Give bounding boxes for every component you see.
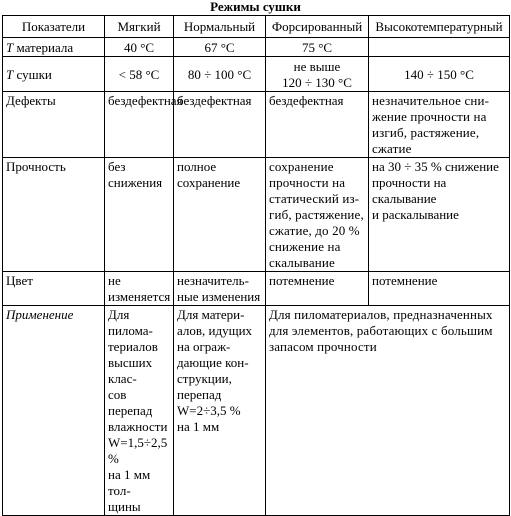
row-label-color: Цвет: [3, 272, 105, 306]
table-title: Режимы сушки: [210, 0, 301, 14]
row-label-defects: Дефекты: [3, 92, 105, 158]
cell-color-normal: незначитель- ные изменения: [174, 272, 266, 306]
cell-color-soft: не изменяется: [105, 272, 174, 306]
cell-application-normal: Для матери- алов, идущих на ограж- дающие кон- струкции, перепад W=2÷3,5 % на 1 мм: [174, 306, 266, 516]
header-indicators: Показатели: [3, 16, 105, 38]
cell-material-forced: 75 °С: [266, 38, 369, 57]
cell-defects-forced: бездефектная: [266, 92, 369, 158]
cell-strength-normal: полное сохранение: [174, 158, 266, 272]
cell-drying-soft: < 58 °С: [105, 57, 174, 92]
drying-modes-table: [2, 15, 510, 516]
row-defects: [3, 92, 510, 158]
row-label-drying-temperature: [3, 57, 105, 92]
header-high-temp: Высокотемпературный: [369, 16, 510, 38]
cell-material-normal: 67 °С: [174, 38, 266, 57]
cell-drying-high-temp: 140 ÷ 150 °С: [369, 57, 510, 92]
cell-color-forced: потемнение: [266, 272, 369, 306]
cell-color-high-temp: потемнение: [369, 272, 510, 306]
cell-strength-forced: сохранение прочности на статический из- гиб, растяжение, сжатие, до 20 % снижение на скалывание: [266, 158, 369, 272]
header-normal: Нормальный: [174, 16, 266, 38]
cell-strength-high-temp: на 30 ÷ 35 % снижение прочности на скалывание и раскалывание: [369, 158, 510, 272]
cell-strength-soft: без снижения: [105, 158, 174, 272]
cell-defects-high-temp: незначительное сни- жение прочности на изгиб, растяжение, сжатие: [369, 92, 510, 158]
row-material-temperature: [3, 38, 510, 57]
cell-material-high-temp: [369, 38, 510, 57]
header-row: [3, 16, 510, 38]
cell-application-forced-high-temp: Для пиломатериалов, предназначенных для элементов, работающих с большим запасом прочности: [266, 306, 510, 516]
header-forced: Форсированный: [266, 16, 369, 38]
t-symbol: T: [6, 39, 14, 55]
cell-drying-forced: не выше 120 ÷ 130 °С: [266, 57, 369, 92]
cell-defects-normal: бездефектная: [174, 92, 266, 158]
label-text: сушки: [13, 66, 52, 82]
cell-drying-normal: 80 ÷ 100 °С: [174, 57, 266, 92]
row-strength: [3, 158, 510, 272]
header-soft: Мягкий: [105, 16, 174, 38]
cell-defects-soft: бездефектная: [105, 92, 174, 158]
row-label-application: Применение: [3, 306, 105, 516]
row-label-strength: Прочность: [3, 158, 105, 272]
cell-application-soft: Для пилома- териалов высших клас- сов перепад влажности W=1,5÷2,5 % на 1 мм тол- щины: [105, 306, 174, 516]
label-text: материала: [13, 39, 74, 55]
t-symbol: T: [6, 66, 14, 82]
cell-material-soft: 40 °С: [105, 38, 174, 57]
row-application: [3, 306, 510, 516]
row-color: [3, 272, 510, 306]
row-drying-temperature: [3, 57, 510, 92]
row-label-material-temperature: [3, 38, 105, 57]
